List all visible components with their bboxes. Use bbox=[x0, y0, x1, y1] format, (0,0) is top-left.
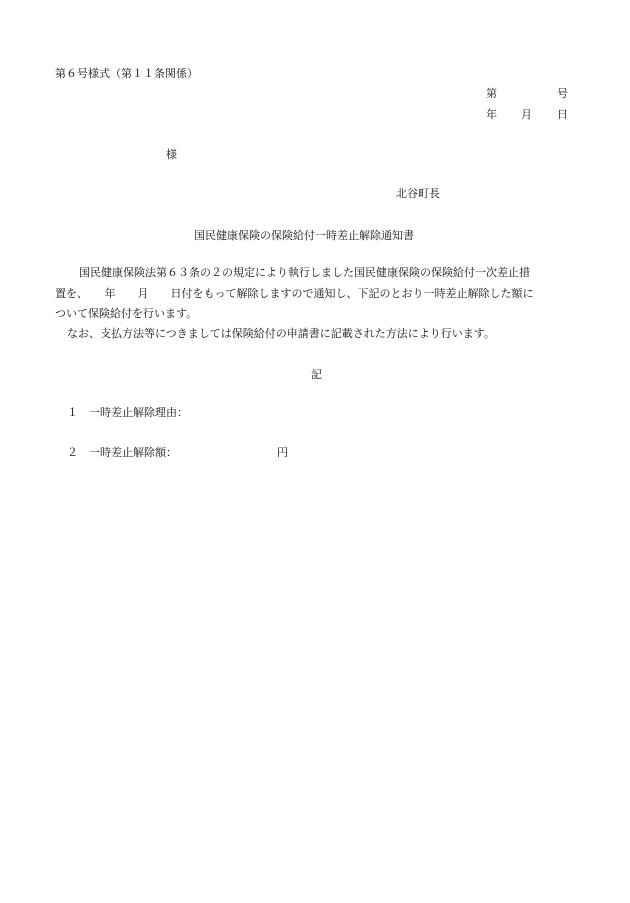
body-paragraph-line-2: 置を、 年 月 日付をもって解除しますので通知し、下記のとおり一時差止解除した額に bbox=[55, 287, 534, 300]
body-paragraph-line-1: 国民健康保険法第６３条の２の規定により執行しました国民健康保険の保険給付一次差止措 bbox=[79, 266, 530, 279]
body-paragraph-line-3: ついて保険給付を行います。 bbox=[55, 307, 198, 320]
yen-unit: 円 bbox=[277, 446, 288, 459]
date-month-label: 月 bbox=[521, 108, 532, 121]
body-paragraph-line-4: なお、支払方法等につきましては保険給付の申請書に記載された方法により行います。 bbox=[67, 327, 495, 340]
document-number-suffix: 号 bbox=[557, 87, 568, 100]
issuer-name: 北谷町長 bbox=[396, 187, 440, 200]
item-number: １ bbox=[67, 406, 78, 419]
item-number: ２ bbox=[67, 446, 78, 459]
document-title: 国民健康保険の保険給付一時差止解除通知書 bbox=[194, 229, 414, 242]
date-year-label: 年 bbox=[486, 108, 497, 121]
item-label: 一時差止解除額： bbox=[89, 446, 177, 459]
list-item bbox=[67, 446, 177, 460]
addressee-honorific: 様 bbox=[166, 148, 177, 161]
document-number-prefix: 第 bbox=[486, 87, 497, 100]
item-label: 一時差止解除理由： bbox=[89, 406, 188, 419]
ki-heading: 記 bbox=[311, 368, 322, 381]
form-number: 第６号様式（第１１条関係） bbox=[55, 67, 198, 80]
date-day-label: 日 bbox=[557, 108, 568, 121]
list-item bbox=[67, 406, 188, 420]
